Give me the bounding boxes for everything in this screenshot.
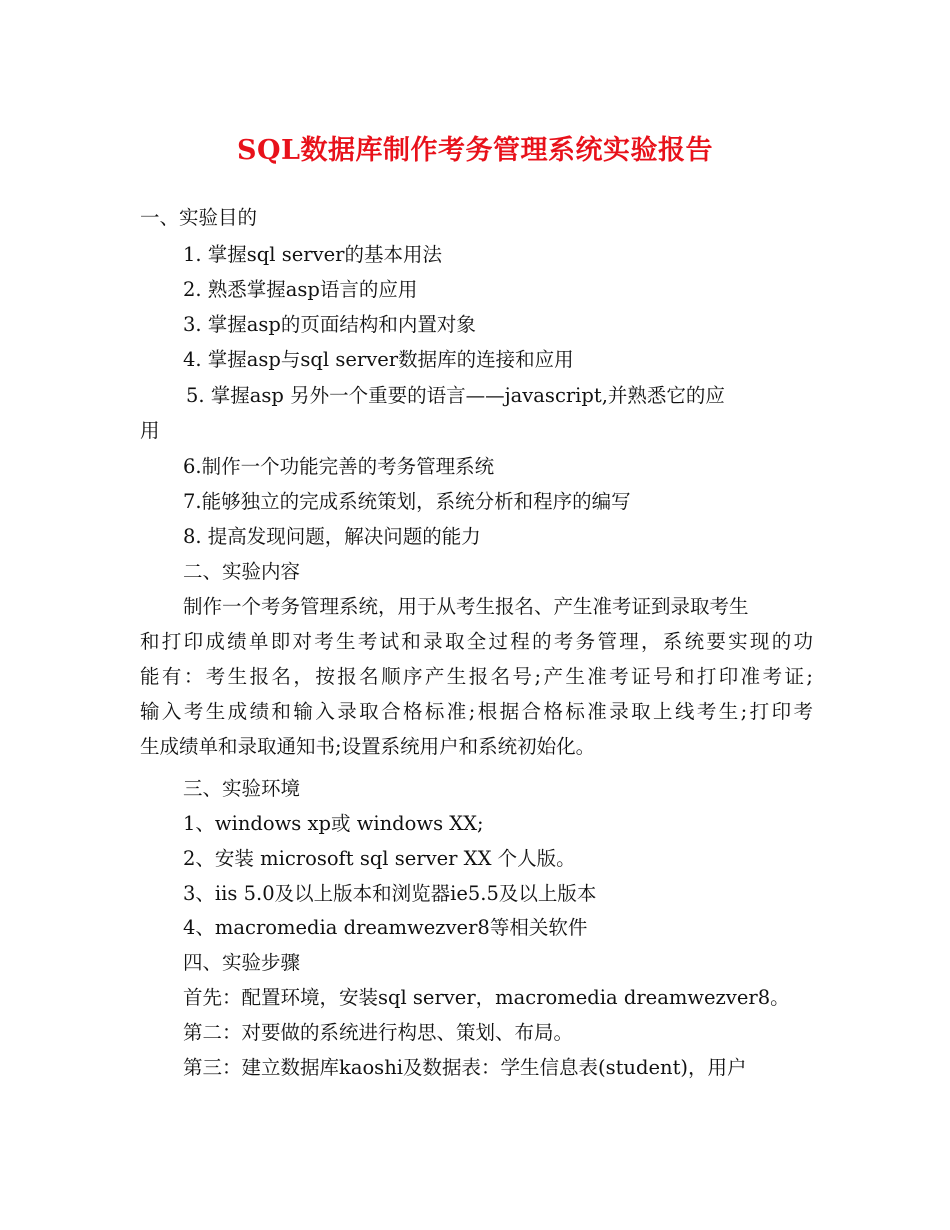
document-title: SQL数据库制作考务管理系统实验报告	[236, 135, 713, 166]
objective-item-3: 3. 掌握asp的页面结构和内置对象	[183, 313, 476, 336]
content-paragraph-line-5: 生成绩单和录取通知书;设置系统用户和系统初始化。	[140, 735, 596, 758]
step-item-2: 第二：对要做的系统进行构思、策划、布局。	[183, 1021, 574, 1044]
objective-item-5: 5. 掌握asp 另外一个重要的语言——javascript,并熟悉它的应	[186, 384, 725, 407]
objective-item-4: 4. 掌握asp与sql server数据库的连接和应用	[183, 348, 574, 371]
objective-item-7: 7.能够独立的完成系统策划，系统分析和程序的编写	[183, 490, 631, 513]
content-paragraph-line-4: 输入考生成绩和输入录取合格标准;根据合格标准录取上线考生;打印考	[140, 700, 813, 723]
section-heading-objectives: 一、实验目的	[140, 206, 258, 229]
objective-item-1: 1. 掌握sql server的基本用法	[183, 243, 442, 266]
step-item-1: 首先：配置环境，安装sql server，macromedia dreamwezver8。	[183, 986, 790, 1009]
environment-item-2: 2、安装 microsoft sql server XX 个人版。	[183, 847, 576, 870]
content-paragraph-line-2: 和打印成绩单即对考生考试和录取全过程的考务管理，系统要实现的功	[140, 630, 813, 653]
section-heading-steps: 四、实验步骤	[183, 951, 301, 974]
environment-item-4: 4、macromedia dreamwezver8等相关软件	[183, 916, 588, 939]
environment-item-3: 3、iis 5.0及以上版本和浏览器ie5.5及以上版本	[183, 882, 597, 905]
section-heading-content: 二、实验内容	[183, 560, 301, 583]
objective-item-2: 2. 熟悉掌握asp语言的应用	[183, 278, 418, 301]
section-heading-environment: 三、实验环境	[183, 777, 301, 800]
content-paragraph-line-1: 制作一个考务管理系统，用于从考生报名、产生准考证到录取考生	[183, 595, 749, 618]
content-paragraph-line-3: 能有：考生报名，按报名顺序产生报名号;产生准考证号和打印准考证;	[140, 665, 813, 688]
environment-item-1: 1、windows xp或 windows XX;	[183, 812, 484, 835]
objective-item-8: 8. 提高发现问题，解决问题的能力	[183, 525, 481, 548]
step-item-3: 第三：建立数据库kaoshi及数据表：学生信息表(student)，用户	[183, 1056, 747, 1079]
objective-item-6: 6.制作一个功能完善的考务管理系统	[183, 455, 495, 478]
objective-item-5-continued: 用	[140, 419, 160, 442]
